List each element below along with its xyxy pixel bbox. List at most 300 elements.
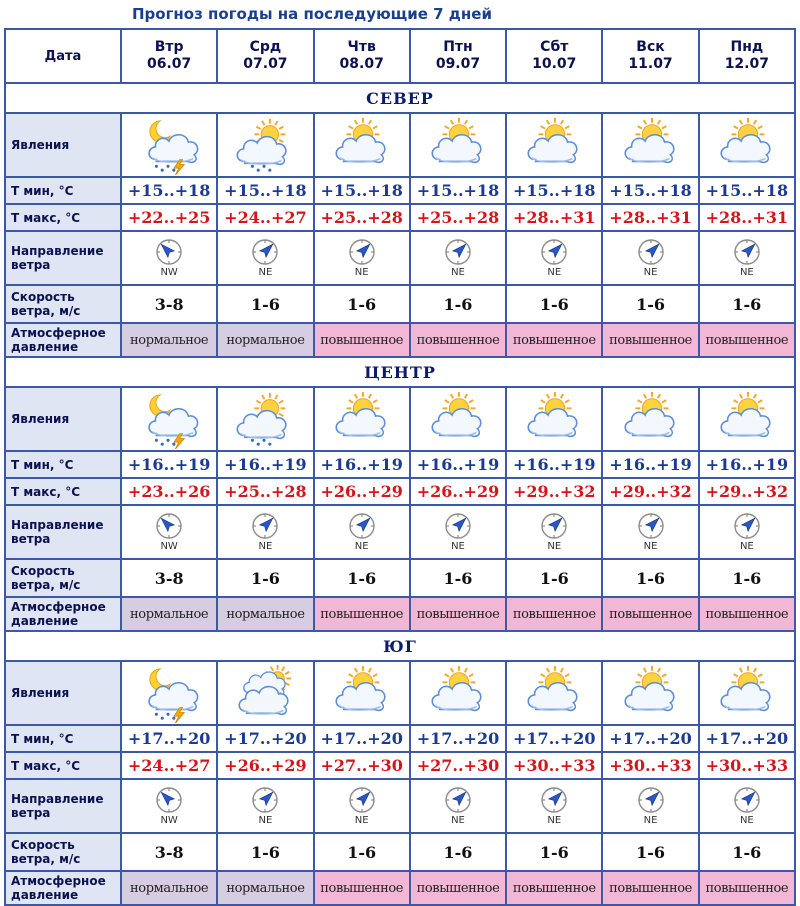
wind-speed-value: 1-6 xyxy=(636,568,665,588)
tmax-value: +22..+25 xyxy=(127,208,211,227)
pressure-row xyxy=(6,872,794,904)
forecast-title-bar xyxy=(0,3,800,27)
pressure-cell xyxy=(315,872,409,904)
phenomena-row xyxy=(6,388,794,450)
wind-direction-cell xyxy=(315,232,409,284)
phenomena-cell xyxy=(122,114,216,176)
pressure-value: повышенное xyxy=(609,606,692,622)
wind-direction-label xyxy=(6,232,120,284)
tmin-row xyxy=(6,726,794,751)
phenomena-cell xyxy=(315,388,409,450)
wind-speed-value: 1-6 xyxy=(347,842,377,862)
region-name: ЦЕНТР xyxy=(364,362,436,382)
pressure-value: повышенное xyxy=(512,880,596,896)
tmax-value: +27..+30 xyxy=(416,756,500,775)
wind-speed-value: 1-6 xyxy=(443,568,473,588)
pressure-label xyxy=(6,324,120,356)
tmin-label-text: Т мин, °С xyxy=(11,731,74,746)
wind-direction-value: NE xyxy=(643,267,658,278)
region-name-cell xyxy=(6,358,794,386)
tmax-value: +29..+32 xyxy=(705,482,789,501)
pressure-label xyxy=(6,872,120,904)
compass-arrow-icon xyxy=(507,786,601,814)
tmax-cell xyxy=(507,753,601,778)
wind-speed-cell xyxy=(315,286,409,322)
pressure-cell xyxy=(411,872,505,904)
wind-speed-value: 1-6 xyxy=(250,568,280,588)
wind-direction-label-text: Направление ветра xyxy=(11,244,104,272)
wind-speed-value: 3-8 xyxy=(154,568,184,588)
tmin-label xyxy=(6,726,120,751)
tmax-value: +26..+29 xyxy=(416,482,500,501)
region-name-cell xyxy=(6,632,794,660)
pressure-cell xyxy=(700,872,794,904)
pressure-value: повышенное xyxy=(705,332,789,348)
phenomena-label xyxy=(6,114,120,176)
wind-speed-value: 1-6 xyxy=(539,294,569,314)
phenomena-cell xyxy=(507,114,601,176)
phenomena-cell xyxy=(122,662,216,724)
wind-direction-value: NE xyxy=(643,815,658,826)
day-name: Вск xyxy=(636,39,665,55)
partly-cloudy-icon xyxy=(315,115,409,175)
phenomena-label-text: Явления xyxy=(11,138,70,152)
wind-direction-cell xyxy=(411,232,505,284)
wind-direction-value: NE xyxy=(547,267,562,278)
wind-speed-cell xyxy=(603,560,697,596)
compass-arrow-icon xyxy=(700,512,794,540)
phenomena-cell xyxy=(700,114,794,176)
phenomena-row xyxy=(6,114,794,176)
tmin-value: +16..+19 xyxy=(705,455,789,474)
wind-direction-cell xyxy=(218,506,312,558)
phenomena-cell xyxy=(218,662,312,724)
wind-speed-value: 3-8 xyxy=(154,842,184,862)
tmax-cell xyxy=(603,753,697,778)
partly-cloudy-icon xyxy=(507,389,601,449)
tmin-value: +17..+20 xyxy=(416,729,500,748)
tmax-row xyxy=(6,753,794,778)
wind-speed-cell xyxy=(411,286,505,322)
tmin-value: +15..+18 xyxy=(224,181,307,200)
pressure-value: нормальное xyxy=(226,606,305,622)
region-name: ЮГ xyxy=(383,636,417,656)
tmin-cell xyxy=(218,726,312,751)
partly-cloudy-icon xyxy=(603,663,697,723)
pressure-value: нормальное xyxy=(130,880,209,896)
pressure-value: повышенное xyxy=(320,332,404,348)
wind-speed-value: 1-6 xyxy=(539,568,569,588)
pressure-value: повышенное xyxy=(416,880,500,896)
day-header-cell xyxy=(507,30,601,82)
phenomena-cell xyxy=(700,388,794,450)
wind-speed-cell xyxy=(315,560,409,596)
partly-cloudy-icon xyxy=(507,115,601,175)
day-name: Пнд xyxy=(730,39,764,55)
wind-speed-cell xyxy=(218,286,312,322)
day-header-cell xyxy=(700,30,794,82)
tmin-value: +16..+19 xyxy=(416,455,500,474)
wind-direction-value: NW xyxy=(160,541,178,552)
partly-cloudy-icon xyxy=(700,663,794,723)
tmax-label-text: Т макс, °С xyxy=(11,210,81,225)
wind-direction-cell xyxy=(218,232,312,284)
region-name: СЕВЕР xyxy=(366,88,434,108)
tmax-value: +30..+33 xyxy=(705,756,789,775)
wind-speed-value: 1-6 xyxy=(539,842,569,862)
wind-speed-cell xyxy=(218,560,312,596)
wind-speed-cell xyxy=(507,834,601,870)
wind-speed-label xyxy=(6,286,120,322)
phenomena-cell xyxy=(603,662,697,724)
partly-cloudy-icon xyxy=(507,663,601,723)
tmax-cell xyxy=(411,753,505,778)
pressure-cell xyxy=(218,324,312,356)
tmin-value: +15..+18 xyxy=(705,181,789,200)
partly-cloudy-icon xyxy=(603,115,697,175)
pressure-row xyxy=(6,598,794,630)
wind-direction-cell xyxy=(700,232,794,284)
tmax-cell xyxy=(411,205,505,230)
wind-direction-value: NW xyxy=(160,815,178,826)
tmin-value: +15..+18 xyxy=(320,181,403,200)
sun-cloud-rain-icon xyxy=(218,115,312,175)
day-date: 06.07 xyxy=(146,56,192,72)
pressure-value: нормальное xyxy=(226,332,305,348)
wind-speed-value: 1-6 xyxy=(443,294,473,314)
compass-arrow-icon xyxy=(603,512,697,540)
tmin-value: +17..+20 xyxy=(705,729,789,748)
pressure-row xyxy=(6,324,794,356)
phenomena-label-text: Явления xyxy=(11,686,70,700)
compass-arrow-icon xyxy=(507,238,601,266)
wind-speed-label-text: Скорость ветра, м/с xyxy=(11,838,81,866)
wind-speed-value: 1-6 xyxy=(732,568,762,588)
wind-direction-cell xyxy=(411,506,505,558)
wind-speed-label xyxy=(6,834,120,870)
tmin-cell xyxy=(218,178,312,203)
date-header-label: Дата xyxy=(44,48,82,64)
wind-direction-cell xyxy=(218,780,312,832)
tmax-row xyxy=(6,479,794,504)
partly-cloudy-icon xyxy=(315,663,409,723)
day-name: Чтв xyxy=(347,39,376,55)
pressure-cell xyxy=(411,324,505,356)
tmax-value: +24..+27 xyxy=(224,208,307,227)
tmax-cell xyxy=(700,753,794,778)
tmax-value: +26..+29 xyxy=(224,756,307,775)
pressure-value: повышенное xyxy=(512,606,596,622)
compass-arrow-icon xyxy=(411,512,505,540)
compass-arrow-icon xyxy=(411,238,505,266)
tmax-value: +25..+28 xyxy=(416,208,500,227)
compass-arrow-icon xyxy=(315,512,409,540)
tmin-value: +16..+19 xyxy=(127,455,211,474)
wind-direction-value: NE xyxy=(643,541,658,552)
wind-speed-cell xyxy=(700,286,794,322)
wind-speed-cell xyxy=(507,286,601,322)
wind-direction-label-text: Направление ветра xyxy=(11,792,104,820)
phenomena-cell xyxy=(603,388,697,450)
pressure-label-text: Атмосферное давление xyxy=(11,326,106,354)
pressure-cell xyxy=(700,598,794,630)
tmax-value: +23..+26 xyxy=(127,482,211,501)
wind-speed-cell xyxy=(507,560,601,596)
tmin-cell xyxy=(411,452,505,477)
pressure-cell xyxy=(122,872,216,904)
pressure-value: повышенное xyxy=(416,332,500,348)
tmax-label-text: Т макс, °С xyxy=(11,484,81,499)
phenomena-cell xyxy=(315,114,409,176)
tmax-label xyxy=(6,753,120,778)
tmax-cell xyxy=(507,479,601,504)
pressure-value: повышенное xyxy=(512,332,596,348)
day-name: Втр xyxy=(154,39,184,55)
tmax-cell xyxy=(122,479,216,504)
wind-direction-cell xyxy=(603,506,697,558)
compass-arrow-icon xyxy=(218,238,312,266)
forecast-table xyxy=(4,28,796,906)
wind-direction-value: NE xyxy=(354,815,369,826)
compass-arrow-icon xyxy=(315,238,409,266)
day-header-cell xyxy=(218,30,312,82)
phenomena-label xyxy=(6,662,120,724)
tmin-cell xyxy=(411,178,505,203)
wind-direction-cell xyxy=(700,506,794,558)
wind-direction-value: NE xyxy=(739,541,754,552)
wind-direction-value: NE xyxy=(739,815,754,826)
pressure-value: повышенное xyxy=(705,606,789,622)
wind-speed-cell xyxy=(218,834,312,870)
tmin-label xyxy=(6,178,120,203)
wind-direction-cell xyxy=(122,506,216,558)
tmax-cell xyxy=(315,753,409,778)
day-date: 10.07 xyxy=(532,56,577,72)
wind-direction-value: NW xyxy=(160,267,178,278)
wind-direction-value: NE xyxy=(258,815,273,826)
tmax-cell xyxy=(315,205,409,230)
wind-direction-row xyxy=(6,232,794,284)
wind-speed-value: 1-6 xyxy=(443,842,473,862)
tmax-cell xyxy=(122,205,216,230)
day-header-cell xyxy=(411,30,505,82)
tmin-value: +16..+19 xyxy=(224,455,307,474)
partly-cloudy-icon xyxy=(411,115,505,175)
pressure-label-text: Атмосферное давление xyxy=(11,600,106,628)
tmin-value: +16..+19 xyxy=(320,455,403,474)
wind-speed-label-text: Скорость ветра, м/с xyxy=(11,290,81,318)
wind-speed-value: 1-6 xyxy=(732,842,762,862)
tmin-value: +15..+18 xyxy=(513,181,596,200)
tmax-cell xyxy=(315,479,409,504)
wind-speed-label xyxy=(6,560,120,596)
tmax-value: +26..+29 xyxy=(320,482,403,501)
phenomena-cell xyxy=(411,388,505,450)
compass-arrow-icon xyxy=(218,512,312,540)
tmin-label xyxy=(6,452,120,477)
thunderstorm-rain-icon xyxy=(122,115,216,175)
wind-speed-cell xyxy=(122,286,216,322)
pressure-value: повышенное xyxy=(416,606,500,622)
tmax-value: +29..+32 xyxy=(609,482,692,501)
pressure-cell xyxy=(315,598,409,630)
wind-speed-cell xyxy=(411,560,505,596)
tmin-value: +16..+19 xyxy=(513,455,596,474)
tmax-value: +27..+30 xyxy=(320,756,403,775)
pressure-value: повышенное xyxy=(320,606,404,622)
wind-direction-cell xyxy=(315,780,409,832)
day-name: Срд xyxy=(249,39,282,55)
pressure-cell xyxy=(315,324,409,356)
tmin-row xyxy=(6,452,794,477)
compass-arrow-icon xyxy=(507,512,601,540)
tmin-cell xyxy=(700,452,794,477)
phenomena-cell xyxy=(411,662,505,724)
tmax-value: +24..+27 xyxy=(127,756,211,775)
tmax-value: +29..+32 xyxy=(513,482,596,501)
tmin-value: +15..+18 xyxy=(609,181,692,200)
tmax-cell xyxy=(700,205,794,230)
day-header-cell xyxy=(603,30,697,82)
tmin-cell xyxy=(507,178,601,203)
tmin-cell xyxy=(315,726,409,751)
wind-direction-value: NE xyxy=(258,267,273,278)
tmin-value: +17..+20 xyxy=(609,729,692,748)
wind-speed-value: 1-6 xyxy=(250,842,280,862)
wind-direction-value: NE xyxy=(451,541,465,552)
phenomena-cell xyxy=(507,388,601,450)
compass-arrow-icon xyxy=(700,786,794,814)
tmin-cell xyxy=(315,178,409,203)
partly-cloudy-icon xyxy=(315,389,409,449)
wind-speed-value: 1-6 xyxy=(347,294,377,314)
forecast-title: Прогноз погоды на последующие 7 дней xyxy=(132,5,492,23)
wind-speed-value: 1-6 xyxy=(250,294,280,314)
region-header-row xyxy=(6,84,794,112)
wind-direction-cell xyxy=(507,780,601,832)
wind-speed-cell xyxy=(603,286,697,322)
wind-speed-cell xyxy=(411,834,505,870)
tmin-label-text: Т мин, °С xyxy=(11,457,74,472)
wind-direction-label xyxy=(6,506,120,558)
tmin-value: +15..+18 xyxy=(127,181,211,200)
wind-direction-value: NE xyxy=(547,815,562,826)
wind-speed-cell xyxy=(700,834,794,870)
pressure-cell xyxy=(122,324,216,356)
day-header-cell xyxy=(122,30,216,82)
partly-cloudy-icon xyxy=(700,115,794,175)
phenomena-cell xyxy=(603,114,697,176)
pressure-cell xyxy=(507,872,601,904)
wind-direction-value: NE xyxy=(354,541,369,552)
tmax-value: +25..+28 xyxy=(320,208,403,227)
wind-direction-cell xyxy=(603,780,697,832)
compass-arrow-icon xyxy=(411,786,505,814)
wind-direction-label-text: Направление ветра xyxy=(11,518,104,546)
cloudy-icon xyxy=(218,663,312,723)
wind-direction-cell xyxy=(411,780,505,832)
pressure-value: нормальное xyxy=(226,880,305,896)
wind-speed-cell xyxy=(122,560,216,596)
pressure-value: нормальное xyxy=(130,332,209,348)
tmin-value: +16..+19 xyxy=(609,455,692,474)
phenomena-cell xyxy=(411,114,505,176)
compass-arrow-icon xyxy=(315,786,409,814)
compass-arrow-icon xyxy=(603,786,697,814)
wind-direction-cell xyxy=(507,232,601,284)
tmax-row xyxy=(6,205,794,230)
tmin-cell xyxy=(122,178,216,203)
wind-speed-row xyxy=(6,560,794,596)
tmin-cell xyxy=(603,178,697,203)
pressure-label-text: Атмосферное давление xyxy=(11,874,106,902)
tmax-cell xyxy=(218,205,312,230)
compass-arrow-icon xyxy=(603,238,697,266)
tmax-value: +28..+31 xyxy=(609,208,692,227)
tmin-row xyxy=(6,178,794,203)
wind-direction-value: NE xyxy=(451,267,465,278)
tmin-cell xyxy=(315,452,409,477)
phenomena-row xyxy=(6,662,794,724)
partly-cloudy-icon xyxy=(603,389,697,449)
wind-speed-row xyxy=(6,834,794,870)
phenomena-cell xyxy=(218,388,312,450)
phenomena-cell xyxy=(700,662,794,724)
pressure-cell xyxy=(603,872,697,904)
tmax-cell xyxy=(700,479,794,504)
pressure-cell xyxy=(122,598,216,630)
tmin-cell xyxy=(122,452,216,477)
region-header-row xyxy=(6,632,794,660)
tmin-cell xyxy=(603,726,697,751)
tmin-cell xyxy=(603,452,697,477)
tmin-value: +17..+20 xyxy=(127,729,211,748)
pressure-value: повышенное xyxy=(320,880,404,896)
pressure-cell xyxy=(603,324,697,356)
wind-speed-cell xyxy=(315,834,409,870)
phenomena-cell xyxy=(218,114,312,176)
pressure-value: повышенное xyxy=(609,880,692,896)
tmin-value: +15..+18 xyxy=(416,181,500,200)
wind-direction-value: NE xyxy=(451,815,465,826)
partly-cloudy-icon xyxy=(411,663,505,723)
compass-arrow-icon xyxy=(122,786,216,814)
pressure-cell xyxy=(507,324,601,356)
wind-speed-cell xyxy=(700,560,794,596)
compass-arrow-icon xyxy=(122,512,216,540)
wind-direction-cell xyxy=(315,506,409,558)
tmax-value: +28..+31 xyxy=(513,208,596,227)
date-header-cell xyxy=(6,30,120,82)
compass-arrow-icon xyxy=(218,786,312,814)
tmax-cell xyxy=(411,479,505,504)
wind-direction-value: NE xyxy=(258,541,273,552)
wind-speed-value: 1-6 xyxy=(732,294,762,314)
wind-speed-value: 3-8 xyxy=(154,294,184,314)
partly-cloudy-icon xyxy=(411,389,505,449)
wind-speed-value: 1-6 xyxy=(636,842,665,862)
thunderstorm-rain-icon xyxy=(122,663,216,723)
tmax-value: +25..+28 xyxy=(224,482,307,501)
tmax-cell xyxy=(122,753,216,778)
wind-direction-cell xyxy=(122,232,216,284)
day-date: 12.07 xyxy=(724,56,769,72)
wind-direction-value: NE xyxy=(547,541,562,552)
phenomena-cell xyxy=(507,662,601,724)
tmin-value: +17..+20 xyxy=(320,729,403,748)
wind-direction-cell xyxy=(700,780,794,832)
tmax-cell xyxy=(218,753,312,778)
